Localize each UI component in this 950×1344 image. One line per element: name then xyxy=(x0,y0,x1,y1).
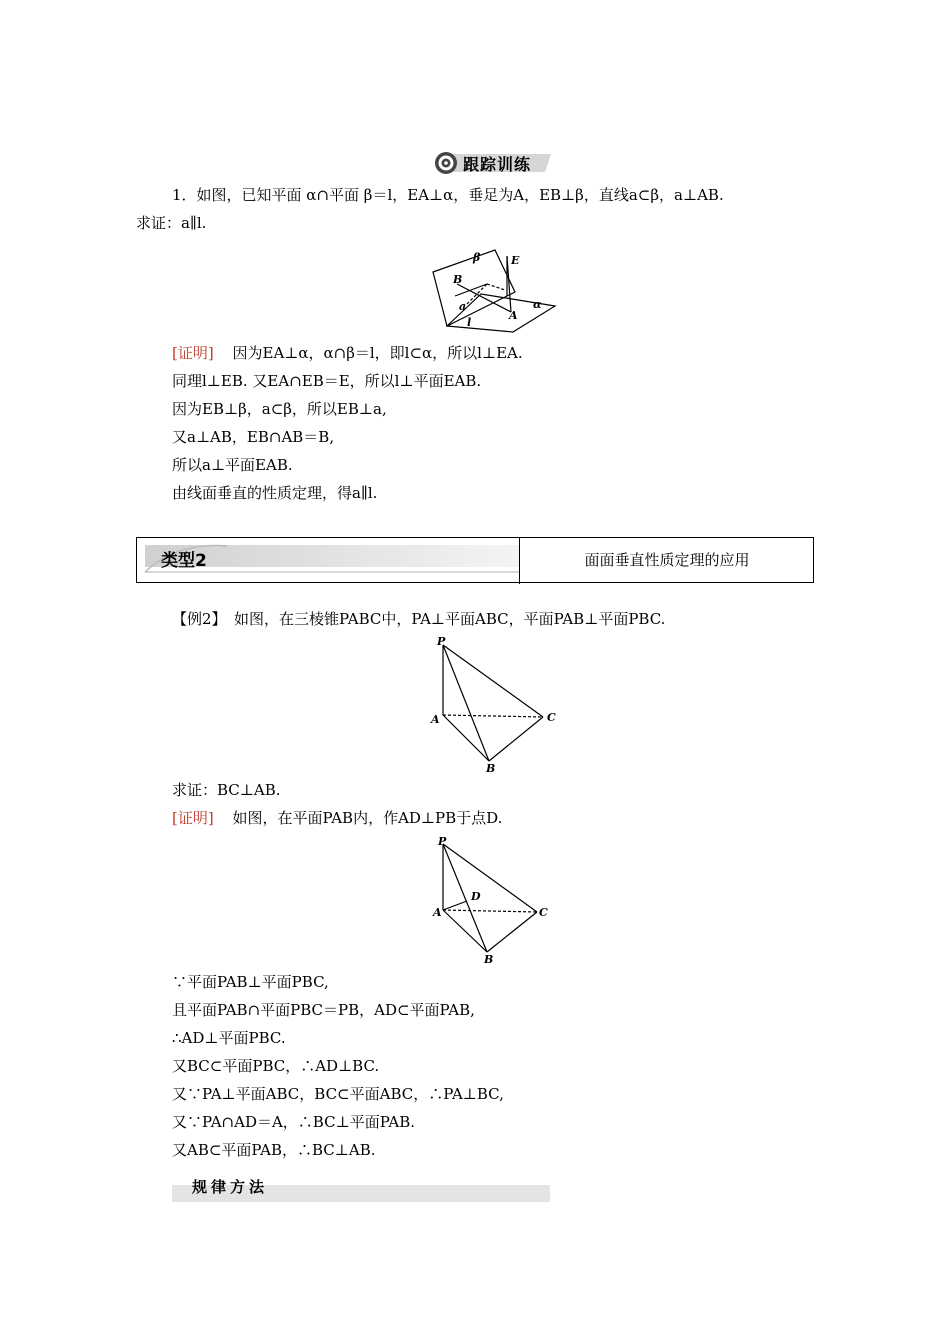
label-P: P xyxy=(438,835,447,848)
proof1-first-text: 因为EA⊥α，α∩β＝l，即l⊂α，所以l⊥EA. xyxy=(232,344,523,362)
example2-prove: 求证：BC⊥AB. xyxy=(172,781,281,799)
label-l: l xyxy=(467,316,472,329)
label-A: A xyxy=(431,713,440,726)
proof2-first-text: 如图，在平面PAB内，作AD⊥PB于点D. xyxy=(232,809,503,827)
figure-pyramid-d xyxy=(425,834,565,966)
proof1-step: 同理l⊥EB. 又EA∩EB＝E，所以l⊥平面EAB. xyxy=(172,372,482,390)
method-label: 规律方法 xyxy=(192,1178,269,1196)
problem1-line1: 1．如图，已知平面 α∩平面 β＝l，EA⊥α，垂足为A，EB⊥β，直线a⊂β，a⊥AB. xyxy=(172,186,724,204)
label-a: a xyxy=(459,300,467,313)
label-D: D xyxy=(471,890,481,903)
proof1-step: 又a⊥AB，EB∩AB＝B, xyxy=(172,428,335,446)
proof2-first-line xyxy=(172,808,502,828)
proof2-step: 又∵PA∩AD＝A，∴BC⊥平面PAB. xyxy=(172,1113,416,1131)
proof2-step: 且平面PAB∩平面PBC＝PB，AD⊂平面PAB, xyxy=(172,1001,475,1019)
example2-text: 【例2】 如图，在三棱锥PABC中，PA⊥平面ABC，平面PAB⊥平面PBC. xyxy=(172,610,666,628)
proof1-step: 所以a⊥平面EAB. xyxy=(172,456,293,474)
label-C: C xyxy=(539,906,548,919)
label-C: C xyxy=(547,711,556,724)
tracking-training-badge xyxy=(433,150,553,176)
figure-pyramid xyxy=(425,633,565,775)
label-alpha: α xyxy=(533,298,542,311)
type2-title: 面面垂直性质定理的应用 xyxy=(584,551,750,569)
proof2-step: 又∵PA⊥平面ABC，BC⊂平面ABC，∴PA⊥BC, xyxy=(172,1085,504,1103)
proof1-step: 因为EB⊥β，a⊂β，所以EB⊥a, xyxy=(172,400,387,418)
label-A: A xyxy=(433,906,442,919)
proof2-step: 又AB⊂平面PAB，∴BC⊥AB. xyxy=(172,1141,376,1159)
figure-planes xyxy=(425,244,560,334)
badge-label: 跟踪训练 xyxy=(463,155,532,174)
proof1-step: 由线面垂直的性质定理，得a∥l. xyxy=(172,484,378,502)
proof-tag: [证明] xyxy=(172,809,214,827)
problem1-line2: 求证：a∥l. xyxy=(136,214,207,232)
proof1-first-line xyxy=(172,343,523,363)
proof2-step: 又BC⊂平面PBC，∴AD⊥BC. xyxy=(172,1057,380,1075)
type2-header xyxy=(136,537,814,583)
label-B: B xyxy=(453,273,463,286)
label-E: E xyxy=(511,254,520,267)
type2-label: 类型2 xyxy=(161,551,207,571)
label-A: A xyxy=(509,309,518,322)
proof-tag: [证明] xyxy=(172,344,214,362)
proof2-step: ∴AD⊥平面PBC. xyxy=(172,1029,286,1047)
proof2-step: ∵平面PAB⊥平面PBC, xyxy=(172,973,329,991)
label-B: B xyxy=(486,762,496,775)
label-P: P xyxy=(437,635,446,648)
label-B: B xyxy=(484,953,494,966)
label-beta: β xyxy=(473,251,481,264)
